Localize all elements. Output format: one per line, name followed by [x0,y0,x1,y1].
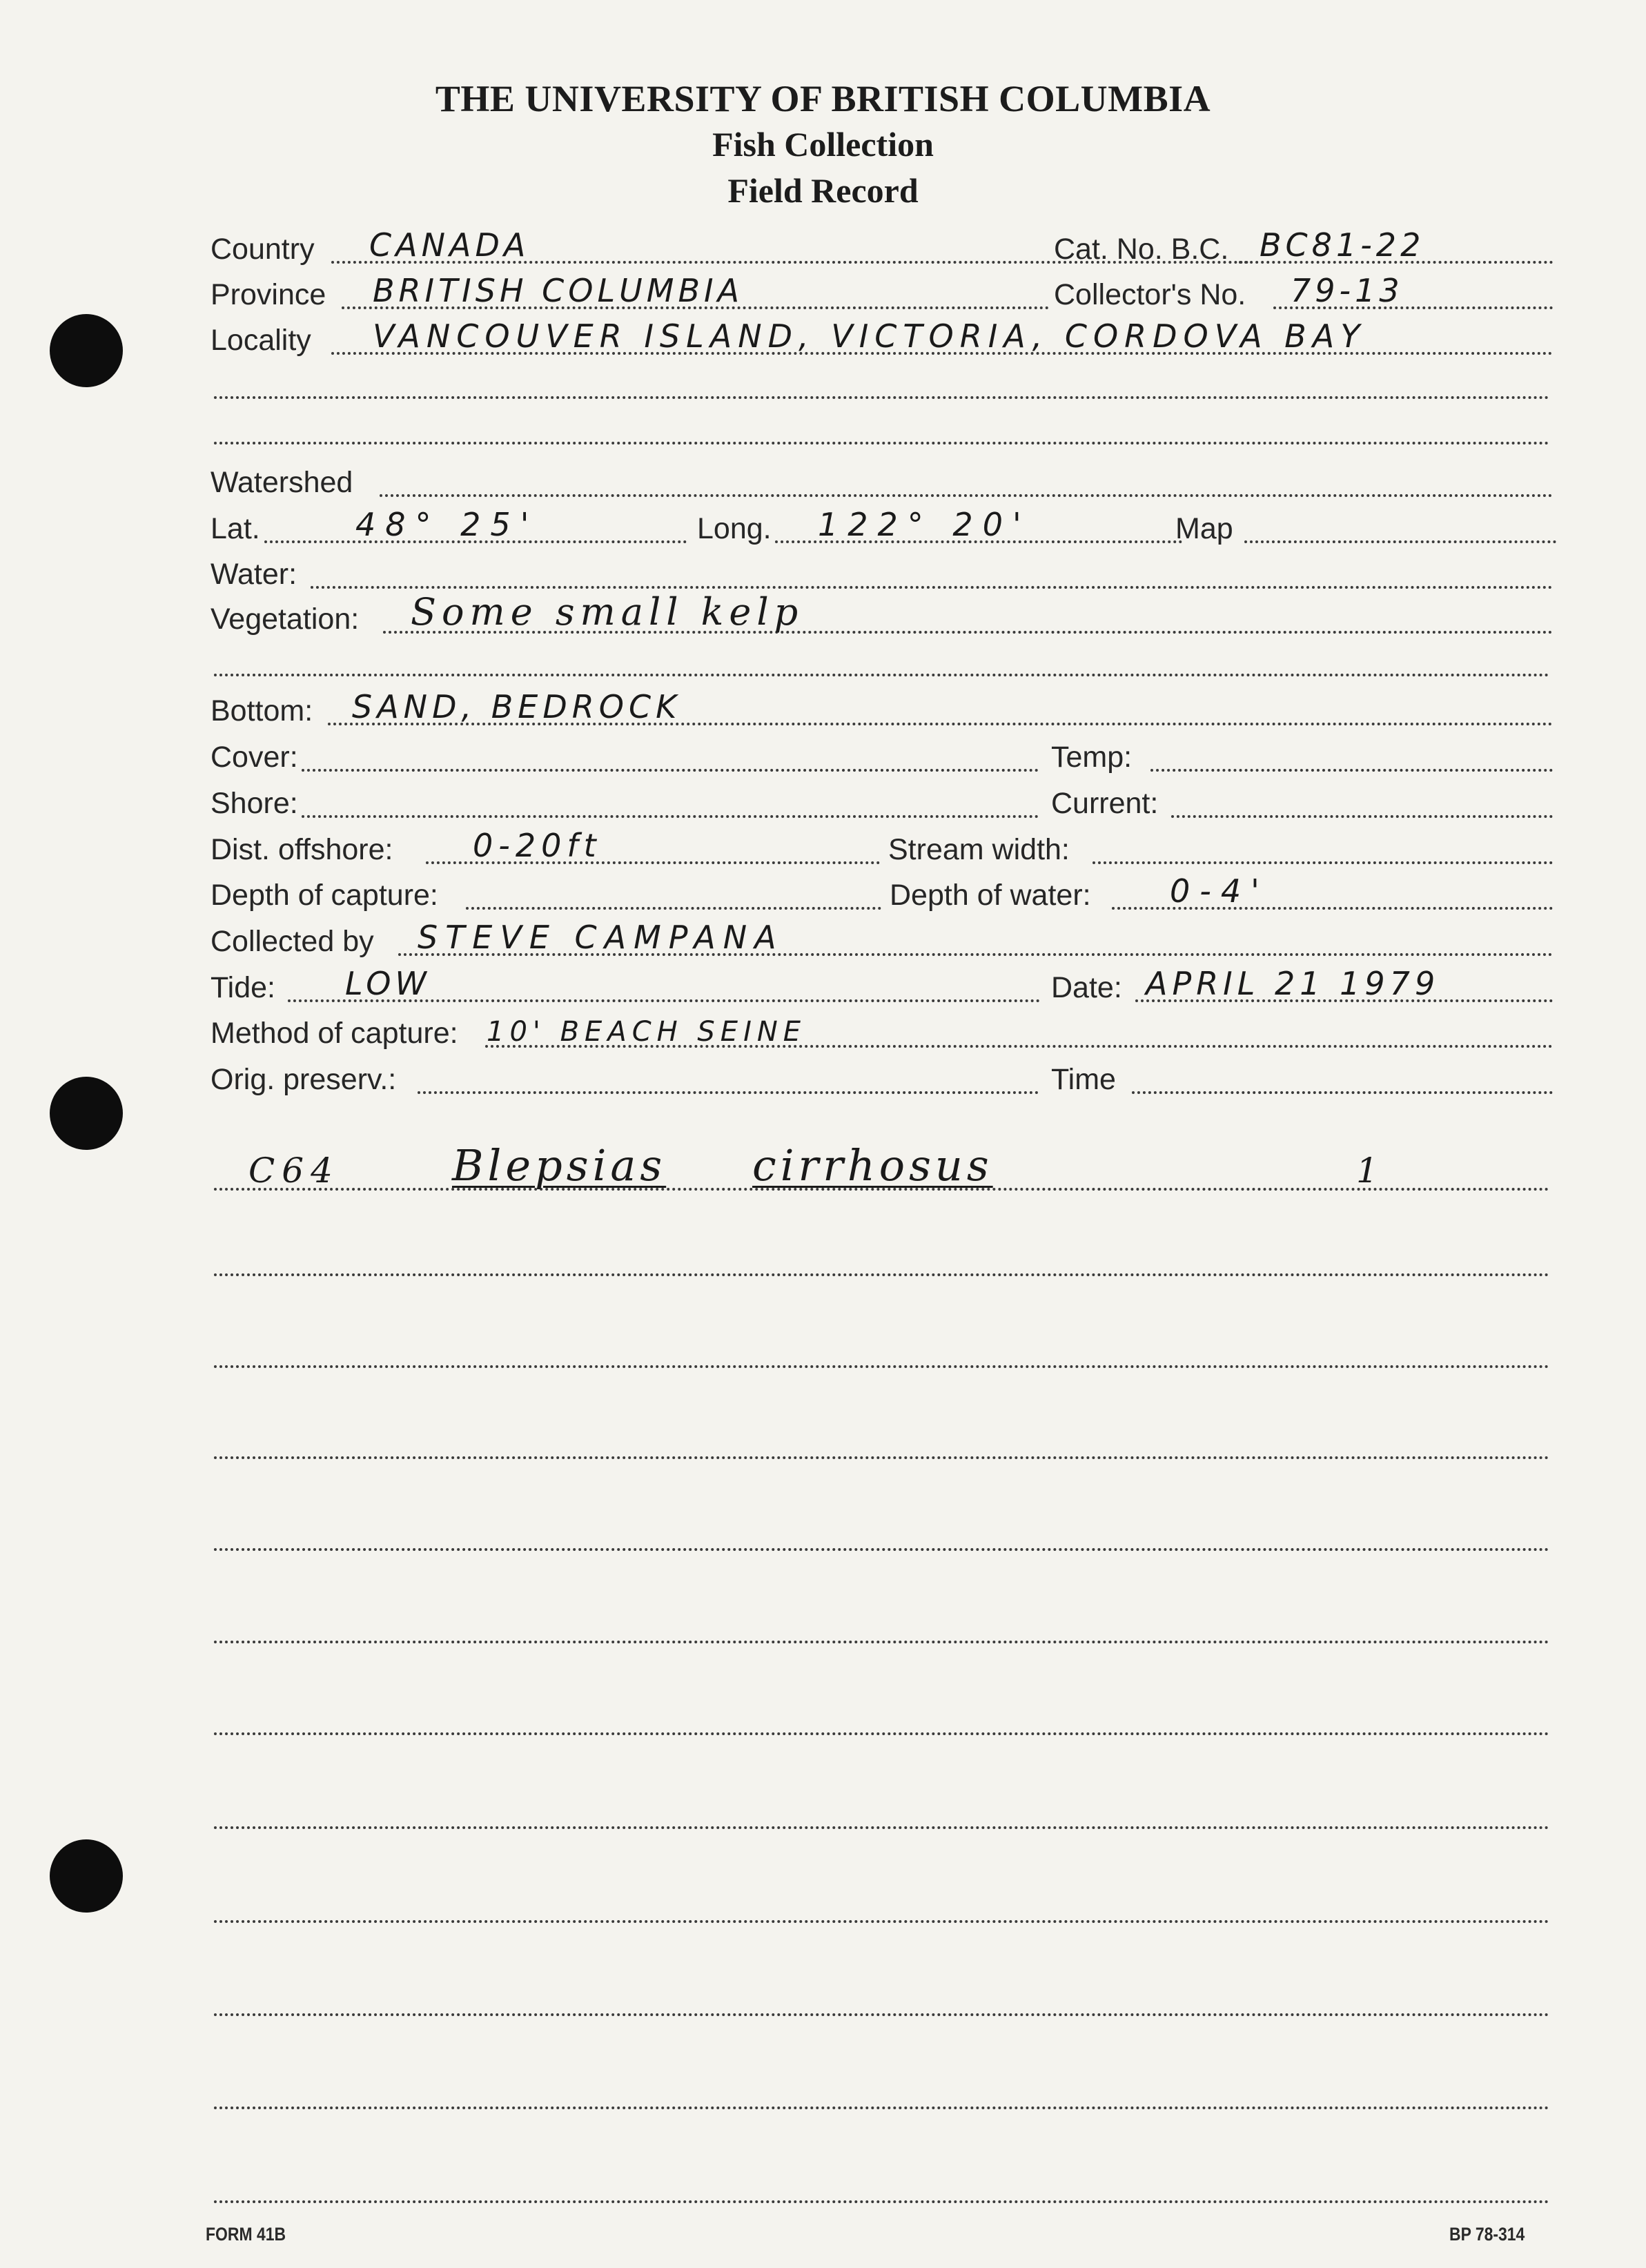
row-dist-offshore [210,828,1553,871]
row-collected-by [210,920,1553,963]
vegetation-value[interactable]: Some small kelp [411,590,804,634]
row-orig-preserv [210,1058,1553,1101]
date-label: Date: [1051,971,1122,1004]
binder-hole [50,1839,123,1913]
province-value[interactable]: BRITISH COLUMBIA [373,272,744,309]
specimen-blank-line [214,1826,1549,1829]
dist-offshore-value[interactable]: 0-20ft [473,827,602,864]
country-value[interactable]: CANADA [369,226,530,264]
row-method [210,1012,1553,1055]
long-value[interactable]: 122° 20' [818,506,1031,543]
record-title: Field Record [727,171,919,210]
bottom-label: Bottom: [210,694,313,727]
binder-hole [50,1077,123,1150]
tide-label: Tide: [210,971,275,1004]
row-bottom [210,690,1553,732]
cat-no-label: Cat. No. B.C. [1054,233,1229,266]
specimen-blank-line [214,1456,1549,1459]
specimen-blank-line [214,1548,1549,1551]
institution-title: THE UNIVERSITY OF BRITISH COLUMBIA [435,78,1211,119]
shore-label: Shore: [210,787,298,820]
depth-water-label: Depth of water: [890,879,1091,912]
specimen-blank-line [214,1365,1549,1368]
specimen-species[interactable]: cirrhosus [752,1140,993,1191]
blank-line [214,442,1549,444]
specimen-blank-line [214,1273,1549,1276]
lat-label: Lat. [210,512,260,545]
watershed-label: Watershed [210,466,353,499]
water-label: Water: [210,558,297,591]
lat-value[interactable]: 48° 25' [355,506,539,543]
blank-line [214,674,1549,676]
depth-capture-label: Depth of capture: [210,879,438,912]
tide-value[interactable]: LOW [345,965,431,1002]
specimen-blank-line [214,1920,1549,1923]
binder-hole [50,314,123,387]
specimen-blank-line [214,2200,1549,2203]
specimen-genus[interactable]: Blepsias [452,1140,667,1191]
temp-label: Temp: [1051,741,1133,774]
specimen-blank-line [214,2013,1549,2016]
row-province [210,273,1553,316]
row-watershed [210,461,1553,504]
row-cover [210,736,1553,779]
time-label: Time [1051,1063,1116,1096]
method-value[interactable]: 10' BEACH SEINE [487,1016,807,1048]
row-vegetation [210,590,1553,641]
specimen-count[interactable]: 1 [1356,1151,1380,1191]
row-locality [210,319,1553,362]
vegetation-label: Vegetation: [210,603,360,636]
date-value[interactable]: APRIL 21 1979 [1146,965,1440,1002]
collection-title: Fish Collection [712,125,934,164]
locality-label: Locality [210,324,311,357]
orig-preserv-label: Orig. preserv.: [210,1063,397,1096]
collectors-no-value[interactable]: 79-13 [1291,272,1404,309]
dist-offshore-label: Dist. offshore: [210,833,393,866]
depth-water-value[interactable]: 0-4' [1170,872,1269,910]
row-depth [210,874,1553,917]
map-label: Map [1175,512,1233,545]
bottom-value[interactable]: SAND, BEDROCK [352,688,682,725]
country-label: Country [210,233,315,266]
method-label: Method of capture: [210,1017,458,1050]
print-code: BP 78-314 [1449,2224,1525,2245]
specimen-row [214,1142,1549,1197]
specimen-code[interactable]: C64 [248,1151,340,1191]
province-label: Province [210,278,326,311]
specimen-blank-line [214,1641,1549,1643]
cat-no-value[interactable]: BC81-22 [1260,226,1425,264]
row-country [210,228,1553,271]
collectors-no-label: Collector's No. [1054,278,1246,311]
row-shore [210,782,1553,825]
blank-line [214,396,1549,399]
specimen-blank-line [214,2106,1549,2109]
long-label: Long. [697,512,772,545]
form-number: FORM 41B [206,2224,286,2245]
stream-width-label: Stream width: [888,833,1070,866]
specimen-blank-line [214,1732,1549,1735]
row-tide [210,966,1553,1009]
row-water [210,553,1553,596]
collected-by-label: Collected by [210,925,374,958]
current-label: Current: [1051,787,1159,820]
collected-by-value[interactable]: STEVE CAMPANA [418,919,784,956]
row-coordinates [210,507,1556,550]
locality-value[interactable]: VANCOUVER ISLAND, VICTORIA, CORDOVA BAY [373,317,1366,355]
cover-label: Cover: [210,741,298,774]
